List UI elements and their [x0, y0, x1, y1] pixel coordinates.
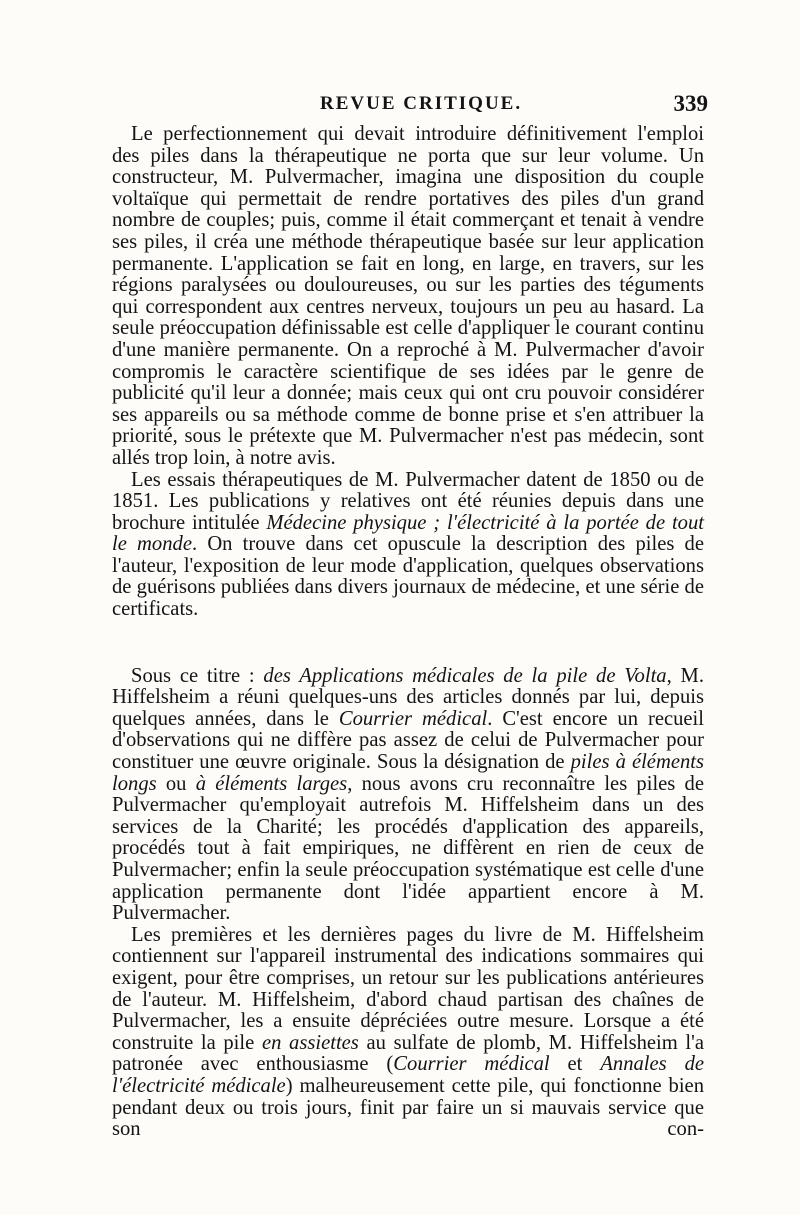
text-segment: Les premières et les dernières pages du livre de M. Hiffelsheim contiennent sur l'appareil instrumental des indications sommaires qui exigent, pour être comprises, un retour sur les publications antérieures de l'auteur. M. Hiffelsheim, d'abord chaud partisan des chaînes de Pulvermacher, les a ensuite dépréciées outre mesure. Lorsque a été construite la pile [112, 923, 704, 1054]
paragraph-3 [112, 666, 704, 925]
italic-segment: Courrier médical [393, 1053, 550, 1076]
italic-segment: Annales de l'électricité médicale [112, 1053, 705, 1097]
text-segment: . On trouve dans cet opuscule la description des piles de l'auteur, l'exposition de leur mode d'application, quelques observations de guérisons publiées dans divers journaux de médecine, et une série de certificats. [112, 533, 704, 621]
text-segment: , M. Hiffelsheim a réuni quelques-uns des articles donnés par lui, depuis quelques années, dans le [112, 664, 704, 730]
paragraph-4 [112, 925, 704, 1141]
running-title: REVUE CRITIQUE. [320, 93, 523, 114]
text-segment: Le perfectionnement qui devait introduire définitivement l'emploi des piles dans la thérapeutique ne porta que sur leur volume. Un constructeur, M. Pulvermacher, imagina une disposition du couple voltaïque qui permettait de rendre portatives des piles d'un grand nombre de couples; puis, comme il était commerçant et tenait à vendre ses piles, il créa une méthode thérapeutique basée sur leur application permanente. L'application se fait en long, en large, en travers, sur les régions paralysées ou douloureuses, ou sur les parties des téguments qui correspondent aux centres nerveux, toujours un peu au hasard. La seule préoccupation définissable est celle d'appliquer le courant continu d'une manière permanente. On a reproché à M. Pulvermacher d'avoir compromis le caractère scientifique de ses idées par le genre de publicité qu'il leur a donnée; mais ceux qui ont cru pouvoir considérer ses appareils ou sa méthode comme de bonne prise et s'en attribuer la priorité, sous le prétexte que M. Pulvermacher n'est pas médecin, sont allés trop loin, à notre avis. [112, 123, 704, 469]
paragraph-2 [112, 470, 704, 621]
page-header [108, 93, 708, 123]
body-text [112, 124, 704, 1141]
italic-segment: piles à éléments longs [112, 751, 704, 795]
italic-segment: à éléments larges [195, 772, 348, 795]
text-segment: au sulfate de plomb, M. Hiffelsheim l'a patronée avec enthousiasme ( [112, 1031, 704, 1076]
page-number: 339 [673, 91, 708, 116]
italic-segment: en assiettes [261, 1031, 359, 1054]
text-segment: . C'est encore un recueil d'observations qui ne diffère pas assez de celui de Pulvermacher pour constituer une œuvre originale. Sous la désignation de [112, 707, 704, 774]
italic-segment: Médecine physique ; l'électricité à la portée de tout le monde [112, 511, 704, 556]
text-segment: , nous avons cru reconnaître les piles de Pulvermacher qu'employait autrefois M. Hiffelsheim dans un des services de la Charité; les procédés d'application des appareils, procédés tout à fait empiriques, ne diffèrent en rien de ceux de Pulvermacher; enfin la seule préoccupation systématique est celle d'une application permanente dont l'idée appartient encore à M. Pulvermacher. [112, 772, 704, 925]
italic-segment: des Applications médicales de la pile de Volta [263, 664, 667, 687]
italic-segment: Courrier médical [338, 707, 488, 730]
text-segment: Les essais thérapeutiques de M. Pulvermacher datent de 1850 ou de 1851. Les publications y relatives ont été réunies depuis dans une brochure intitulée [112, 468, 704, 534]
text-segment: ou [156, 772, 196, 795]
text-segment: et [549, 1053, 601, 1076]
text-segment: Sous ce titre : [131, 664, 264, 687]
paragraph-1 [112, 124, 704, 470]
text-segment: ) malheureusement cette pile, qui fonctionne bien pendant deux ou trois jours, finit par faire un si mauvais service que son con- [112, 1074, 704, 1141]
